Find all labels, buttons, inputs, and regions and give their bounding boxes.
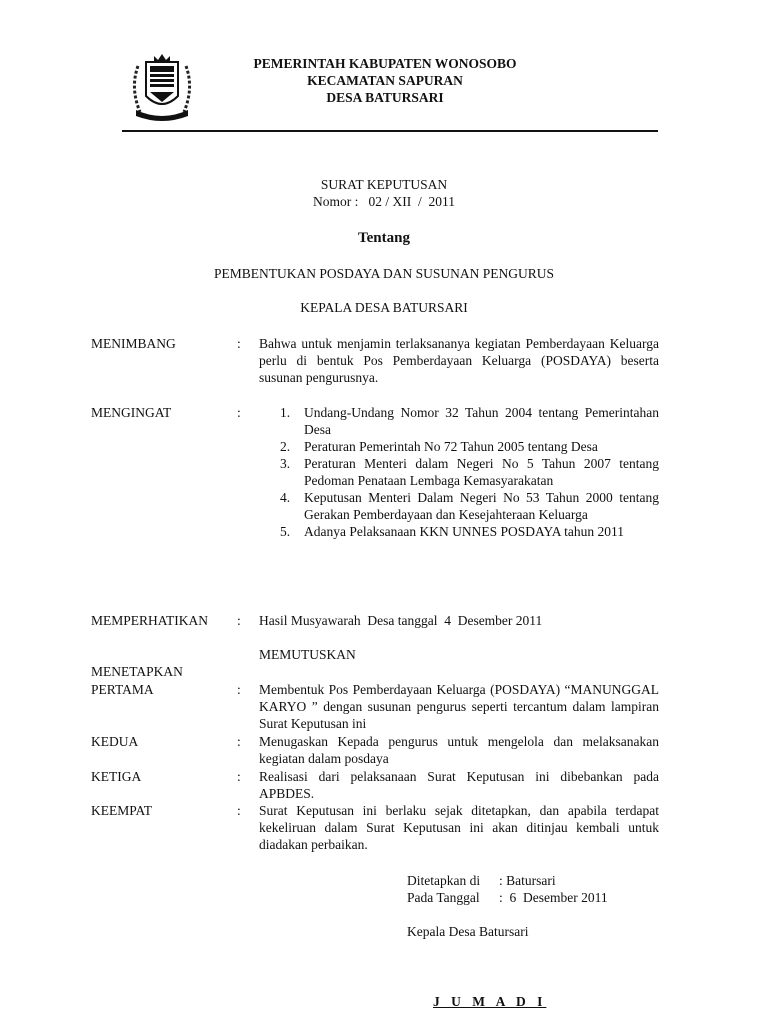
list-item-number: 1. xyxy=(280,405,291,420)
memutuskan-heading: MEMUTUSKAN xyxy=(259,647,356,662)
menimbang-label: MENIMBANG xyxy=(91,336,176,351)
letterhead-line-3: DESA BATURSARI xyxy=(326,90,444,105)
keempat-text: Surat Keputusan ini berlaku sejak ditetapkan, dan apabila terdapat kekeliruan dalam Surat Keputusan ini akan ditinjau kembali untuk diadakan perbaikan. xyxy=(259,803,659,852)
keempat-label: KEEMPAT xyxy=(91,803,153,818)
tanggal-key: Pada Tanggal xyxy=(407,890,480,905)
pertama-colon: : xyxy=(237,682,241,697)
memperhatikan-colon: : xyxy=(237,613,241,628)
list-item xyxy=(259,523,659,540)
kedua-text: Menugaskan Kepada pengurus untuk mengelola dan melaksanakan kegiatan dalam posdaya xyxy=(259,734,659,766)
pertama-text: Membentuk Pos Pemberdayaan Keluarga (POSDAYA) “MANUNGGAL KARYO ” dengan susunan pengurus seperti tercantum dalam lampiran Surat Keputusan ini xyxy=(259,682,659,731)
ditetapkan-value: : Batursari xyxy=(499,873,556,888)
ditetapkan-row xyxy=(407,872,667,889)
list-item-number: 3. xyxy=(280,456,291,471)
list-item xyxy=(259,455,659,489)
memperhatikan-text: Hasil Musyawarah Desa tanggal 4 Desember 2011 xyxy=(259,613,543,628)
menimbang-colon: : xyxy=(237,336,241,351)
letterhead-divider xyxy=(122,130,658,132)
list-item-number: 2. xyxy=(280,439,291,454)
ketiga-label: KETIGA xyxy=(91,769,142,784)
list-item-number: 4. xyxy=(280,490,291,505)
list-item-text: Peraturan Menteri dalam Negeri No 5 Tahun 2007 tentang Pedoman Penataan Lembaga Kemasyarakatan xyxy=(304,456,659,488)
signature-block xyxy=(407,872,667,940)
kedua-label: KEDUA xyxy=(91,734,139,749)
kedua-colon: : xyxy=(237,734,241,749)
document-type: SURAT KEPUTUSAN xyxy=(320,177,448,192)
mengingat-list xyxy=(259,404,659,540)
list-item xyxy=(259,438,659,455)
ketiga-text: Realisasi dari pelaksanaan Surat Keputusan ini dibebankan pada APBDES. xyxy=(259,769,659,801)
document-subject: PEMBENTUKAN POSDAYA DAN SUSUNAN PENGURUS xyxy=(213,266,555,281)
list-item-text: Adanya Pelaksanaan KKN UNNES POSDAYA tahun 2011 xyxy=(304,524,624,539)
list-item-number: 5. xyxy=(280,524,291,539)
keempat-colon: : xyxy=(237,803,241,818)
tanggal-row xyxy=(407,889,667,906)
pertama-label: PERTAMA xyxy=(91,682,154,697)
mengingat-colon: : xyxy=(237,405,241,420)
list-item xyxy=(259,489,659,523)
list-item-text: Peraturan Pemerintah No 72 Tahun 2005 tentang Desa xyxy=(304,439,598,454)
document-number: Nomor : 02 / XII / 2011 xyxy=(313,194,455,209)
list-item xyxy=(259,404,659,438)
list-item-text: Undang-Undang Nomor 32 Tahun 2004 tentang Pemerintahan Desa xyxy=(304,405,659,437)
menetapkan-label: MENETAPKAN xyxy=(91,664,183,679)
tentang-heading: Tentang xyxy=(358,230,410,246)
issuing-authority: KEPALA DESA BATURSARI xyxy=(300,300,468,315)
tanggal-value: : 6 Desember 2011 xyxy=(499,890,608,905)
letterhead-line-1: PEMERINTAH KABUPATEN WONOSOBO xyxy=(253,56,517,71)
list-item-text: Keputusan Menteri Dalam Negeri No 53 Tahun 2000 tentang Gerakan Pemberdayaan dan Kesejahteraan Keluarga xyxy=(304,490,659,522)
letterhead xyxy=(195,55,575,106)
signatory-name: J U M A D I xyxy=(433,994,547,1009)
ketiga-colon: : xyxy=(237,769,241,784)
ditetapkan-key: Ditetapkan di xyxy=(407,873,481,888)
mengingat-label: MENGINGAT xyxy=(91,405,172,420)
wonosobo-regency-emblem-icon xyxy=(128,52,196,124)
signatory-office: Kepala Desa Batursari xyxy=(407,924,529,939)
memperhatikan-label: MEMPERHATIKAN xyxy=(91,613,209,628)
letterhead-line-2: KECAMATAN SAPURAN xyxy=(307,73,463,88)
menimbang-text: Bahwa untuk menjamin terlaksananya kegiatan Pemberdayaan Keluarga perlu di bentuk Pos Pemberdayaan Keluarga (POSDAYA) beserta susunan pengurusnya. xyxy=(259,336,659,385)
